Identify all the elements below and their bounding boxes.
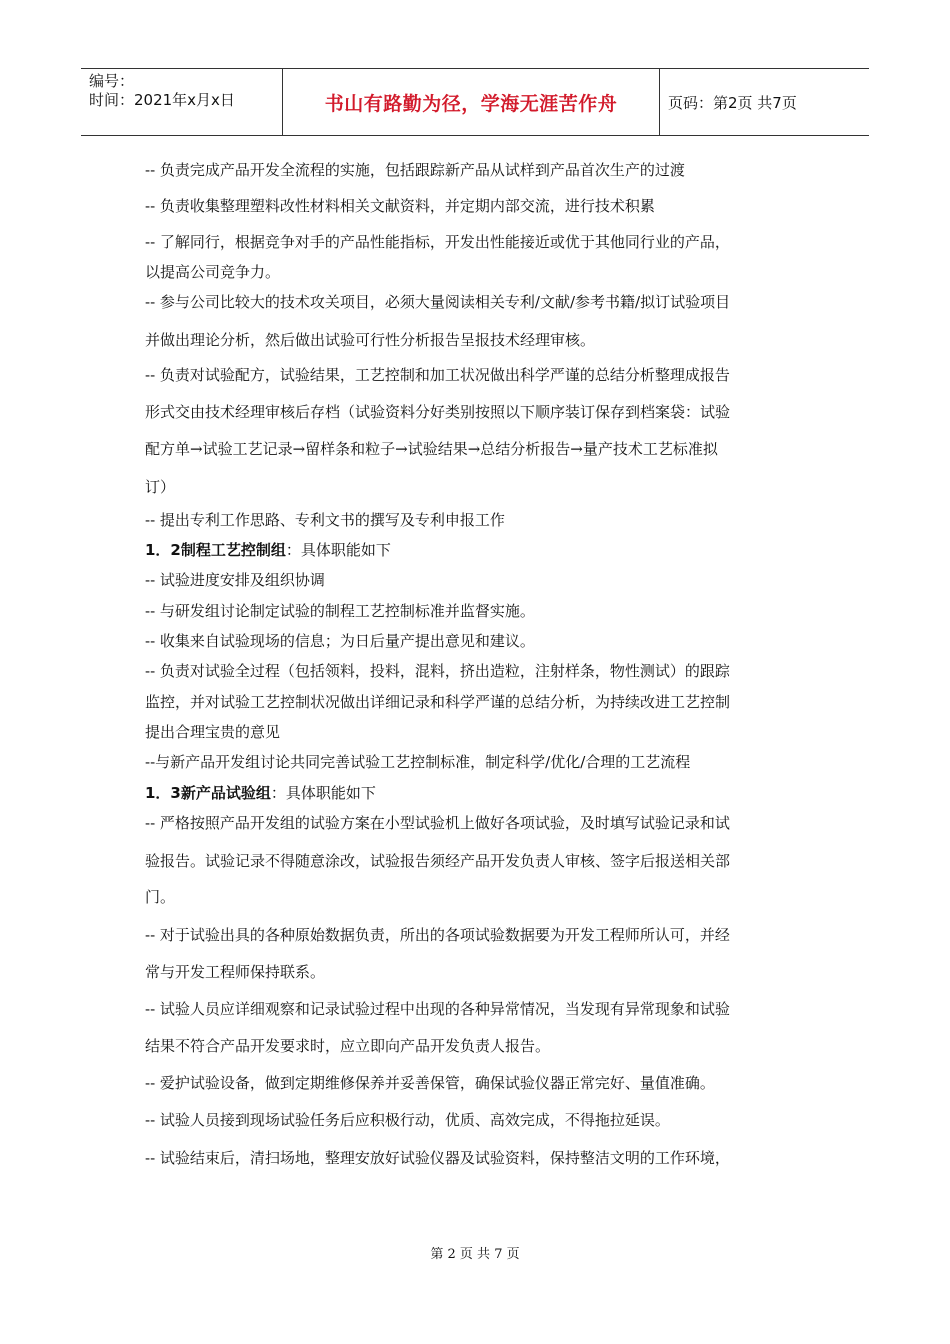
section-desc: ：具体职能如下 — [270, 784, 376, 802]
body-line: -- 负责对试验配方，试验结果，工艺控制和加工状况做出科学严谨的总结分析整理成报告 — [145, 366, 730, 384]
body-line: -- 试验人员接到现场试验任务后应积极行动，优质、高效完成，不得拖拉延误。 — [145, 1111, 670, 1129]
section-heading-1-2 — [145, 540, 815, 560]
section-title: 1．2制程工艺控制组 — [145, 541, 286, 559]
body-line: 配方单→试验工艺记录→留样条和粒子→试验结果→总结分析报告→量产技术工艺标准拟 — [145, 440, 718, 458]
header-meta — [81, 69, 283, 135]
body-line: -- 爱护试验设备，做到定期维修保养并妥善保管，确保试验仪器正常完好、量值准确。 — [145, 1074, 715, 1092]
page-footer: 第 2 页 共 7 页 — [430, 1247, 520, 1262]
header-page-label: 页码：第2页 共7页 — [668, 93, 797, 112]
body-line: -- 了解同行，根据竞争对手的产品性能指标，开发出性能接近或优于其他同行业的产品， — [145, 233, 730, 251]
body-line: -- 参与公司比较大的技术攻关项目，必须大量阅读相关专利/文献/参考书籍/拟订试验项目 — [145, 293, 731, 311]
body-line: -- 与研发组讨论制定试验的制程工艺控制标准并监督实施。 — [145, 602, 535, 620]
body-line: 以提高公司竞争力。 — [145, 263, 281, 281]
body-line: -- 提出专利工作思路、专利文书的撰写及专利申报工作 — [145, 511, 505, 529]
page-header — [81, 68, 869, 136]
body-line: -- 严格按照产品开发组的试验方案在小型试验机上做好各项试验，及时填写试验记录和试 — [145, 814, 730, 832]
section-title: 1．3新产品试验组 — [145, 784, 271, 802]
body-line: -- 对于试验出具的各种原始数据负责，所出的各项试验数据要为开发工程师所认可，并经 — [145, 926, 730, 944]
body-line: --与新产品开发组讨论共同完善试验工艺控制标准，制定科学/优化/合理的工艺流程 — [145, 753, 691, 771]
body-line: -- 负责收集整理塑料改性材料相关文献资料，并定期内部交流，进行技术积累 — [145, 197, 655, 215]
body-line: 订） — [145, 478, 176, 496]
body-line: 提出合理宝贵的意见 — [145, 723, 281, 741]
header-motto: 书山有路勤为径，学海无涯苦作舟 — [283, 69, 660, 135]
body-line: 形式交由技术经理审核后存档（试验资料分好类别按照以下顺序装订保存到档案袋：试验 — [145, 403, 731, 421]
section-heading-1-3 — [145, 783, 815, 803]
body-line: -- 负责完成产品开发全流程的实施，包括跟踪新产品从试样到产品首次生产的过渡 — [145, 161, 685, 179]
number-label: 编号： — [89, 72, 135, 90]
body-line: -- 试验人员应详细观察和记录试验过程中出现的各种异常情况，当发现有异常现象和试验 — [145, 1000, 730, 1018]
body-line: 门。 — [145, 888, 176, 906]
body-line: 并做出理论分析，然后做出试验可行性分析报告呈报技术经理审核。 — [145, 331, 596, 349]
body-line: -- 负责对试验全过程（包括领料，投料，混料，挤出造粒，注射样条，物性测试）的跟踪 — [145, 662, 730, 680]
body-line: 结果不符合产品开发要求时，应立即向产品开发负责人报告。 — [145, 1037, 551, 1055]
body-line: -- 收集来自试验现场的信息；为日后量产提出意见和建议。 — [145, 632, 535, 650]
body-line: -- 试验结束后，清扫场地，整理安放好试验仪器及试验资料，保持整洁文明的工作环境， — [145, 1149, 730, 1167]
body-line: 验报告。试验记录不得随意涂改，试验报告须经产品开发负责人审核、签字后报送相关部 — [145, 852, 731, 870]
date-label: 时间：2021年x月x日 — [89, 91, 235, 109]
body-line: 常与开发工程师保持联系。 — [145, 963, 326, 981]
body-line: -- 试验进度安排及组织协调 — [145, 571, 325, 589]
body-line: 监控，并对试验工艺控制状况做出详细记录和科学严谨的总结分析，为持续改进工艺控制 — [145, 693, 731, 711]
section-desc: ：具体职能如下 — [285, 541, 391, 559]
